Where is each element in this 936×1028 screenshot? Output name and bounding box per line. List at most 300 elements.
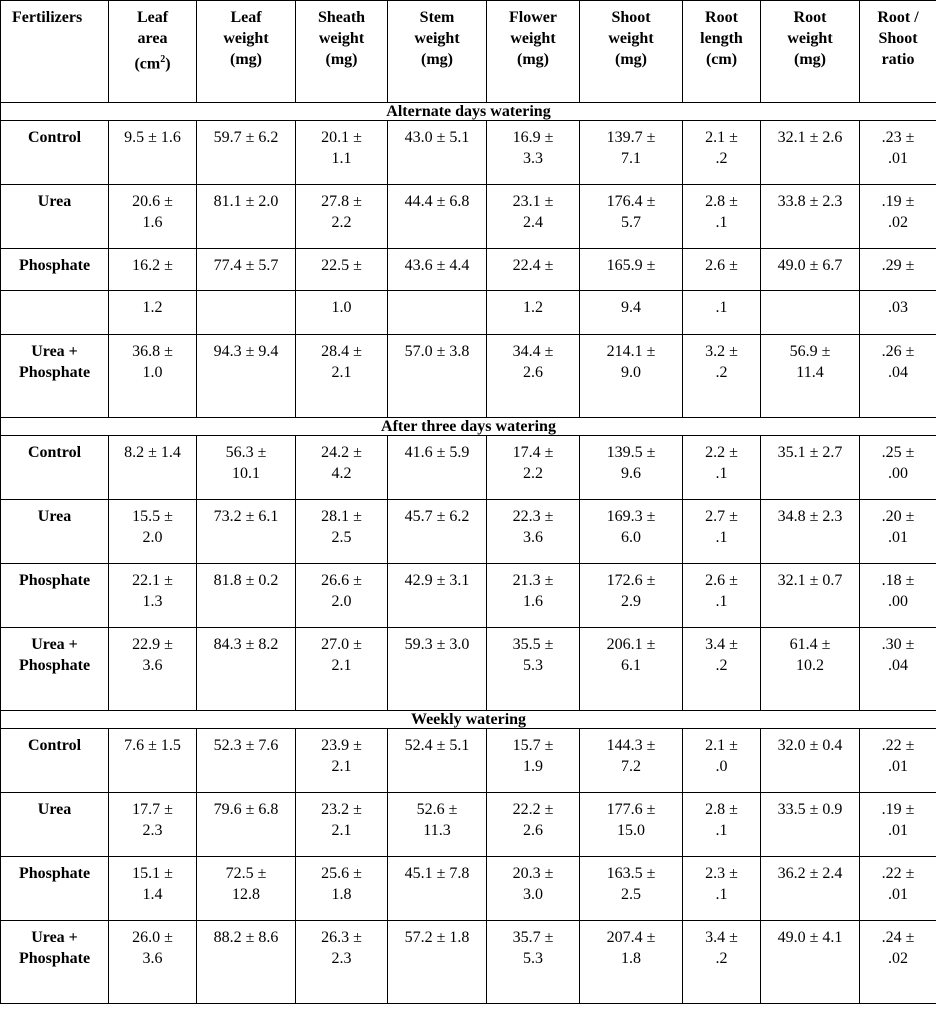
data-cell (197, 564, 296, 628)
data-cell (197, 291, 296, 335)
header-line: area (137, 30, 168, 47)
cell-line: 2.5 (331, 529, 352, 546)
data-cell (860, 249, 936, 291)
data-cell (761, 921, 860, 1004)
cell-line: 5.3 (523, 657, 543, 674)
cell-line: 28.4 ± (321, 343, 362, 360)
cell-line: 3.4 ± (705, 929, 738, 946)
data-cell (683, 729, 761, 793)
cell-line: 52.6 ± (416, 801, 458, 818)
cell-line: 7.2 (621, 758, 641, 775)
cell-line: 9.5 ± 1.6 (124, 129, 181, 146)
row-label (1, 121, 109, 185)
cell-line: 2.2 (523, 465, 543, 482)
data-cell (487, 729, 580, 793)
data-cell (761, 291, 860, 335)
data-cell (109, 121, 197, 185)
cell-line: 23.1 ± (512, 193, 554, 210)
cell-line: 44.4 ± 6.8 (404, 193, 470, 210)
data-cell (860, 564, 936, 628)
cell-line: 3.4 ± (705, 636, 738, 653)
column-header (296, 1, 388, 103)
cell-line: 2.8 ± (705, 193, 738, 210)
cell-line: 57.2 ± 1.8 (404, 929, 470, 946)
cell-line: 2.1 (331, 822, 352, 839)
data-cell (388, 121, 487, 185)
cell-line: 33.5 ± 0.9 (777, 801, 843, 818)
cell-line: 61.4 ± (789, 636, 831, 653)
cell-line: Phosphate (18, 865, 91, 882)
cell-line: 6.1 (621, 657, 641, 674)
data-cell (860, 729, 936, 793)
data-cell (761, 436, 860, 500)
cell-line: 7.6 ± 1.5 (124, 737, 181, 754)
cell-line: .20 ± (881, 508, 915, 525)
data-cell (109, 291, 197, 335)
row-label (1, 921, 109, 1004)
table-row (1, 857, 936, 921)
data-cell (683, 185, 761, 249)
cell-line: 26.6 ± (321, 572, 362, 589)
cell-line: 2.1 ± (705, 129, 738, 146)
cell-line: .2 (715, 657, 728, 674)
row-label (1, 335, 109, 418)
cell-line: 23.9 ± (321, 737, 362, 754)
header-line: weight (318, 30, 365, 47)
data-cell (197, 793, 296, 857)
cell-line: 2.3 (142, 822, 163, 839)
header-line: Leaf (230, 9, 262, 26)
cell-line: 94.3 ± 9.4 (213, 343, 279, 360)
cell-line: .2 (715, 150, 728, 167)
cell-line: 43.0 ± 5.1 (404, 129, 470, 146)
cell-line: 1.6 (142, 214, 163, 231)
cell-line: 8.2 ± 1.4 (124, 444, 181, 461)
data-cell (296, 857, 388, 921)
cell-line: 81.1 ± 2.0 (213, 193, 279, 210)
cell-line: 2.6 ± (705, 572, 738, 589)
cell-line: Urea (37, 508, 72, 525)
data-cell (487, 500, 580, 564)
cell-line: .19 ± (881, 193, 915, 210)
cell-line: Phosphate (18, 257, 91, 274)
data-cell (109, 729, 197, 793)
cell-line: 79.6 ± 6.8 (213, 801, 279, 818)
cell-line: .03 (888, 299, 908, 316)
row-label (1, 857, 109, 921)
cell-line: 45.1 ± 7.8 (404, 865, 470, 882)
cell-line: 207.4 ± (606, 929, 656, 946)
data-cell (683, 335, 761, 418)
data-cell (487, 857, 580, 921)
cell-line: 36.2 ± 2.4 (777, 865, 843, 882)
cell-line: 52.4 ± 5.1 (404, 737, 470, 754)
cell-line: 20.3 ± (512, 865, 554, 882)
cell-line: 139.7 ± (606, 129, 656, 146)
data-cell (388, 793, 487, 857)
data-cell (860, 335, 936, 418)
cell-line: 139.5 ± (606, 444, 656, 461)
data-cell (296, 500, 388, 564)
cell-line: 15.1 ± (132, 865, 173, 882)
header-line: Stem (419, 9, 455, 26)
cell-line: 2.2 ± (705, 444, 738, 461)
header-line: weight (510, 30, 556, 47)
column-header (109, 1, 197, 103)
cell-line: 214.1 ± (606, 343, 656, 360)
cell-line: 17.7 ± (132, 801, 173, 818)
column-header (683, 1, 761, 103)
cell-line: 59.3 ± 3.0 (404, 636, 470, 653)
data-cell (296, 564, 388, 628)
data-cell (761, 500, 860, 564)
cell-line: Urea (37, 193, 72, 210)
cell-line: 2.3 ± (705, 865, 738, 882)
cell-line: 165.9 ± (606, 257, 656, 274)
cell-line: 32.1 ± 0.7 (777, 572, 843, 589)
cell-line: 22.5 ± (321, 257, 362, 274)
header-line: Flower (509, 9, 557, 26)
cell-line: .22 ± (881, 737, 915, 754)
cell-line: .2 (715, 364, 728, 381)
data-cell (197, 185, 296, 249)
data-cell (388, 564, 487, 628)
table-row (1, 291, 936, 335)
data-cell (683, 121, 761, 185)
cell-line: 3.6 (142, 950, 163, 967)
cell-line: 3.6 (142, 657, 163, 674)
cell-line: 2.2 (331, 214, 352, 231)
cell-line: 41.6 ± 5.9 (404, 444, 470, 461)
header-line: (cm) (705, 51, 738, 68)
data-cell (580, 857, 683, 921)
cell-line: 35.1 ± 2.7 (777, 444, 843, 461)
data-cell (580, 729, 683, 793)
section-title: Weekly watering (1, 711, 936, 729)
cell-line: .30 ± (881, 636, 915, 653)
data-cell (197, 628, 296, 711)
cell-line: 16.2 ± (132, 257, 173, 274)
row-label (1, 185, 109, 249)
data-cell (487, 436, 580, 500)
cell-line: 4.2 (331, 465, 352, 482)
data-cell (388, 921, 487, 1004)
data-cell (860, 291, 936, 335)
cell-line: 24.2 ± (321, 444, 362, 461)
cell-line: 2.1 (331, 364, 352, 381)
cell-line: 163.5 ± (606, 865, 656, 882)
cell-line: 22.2 ± (512, 801, 554, 818)
data-cell (683, 921, 761, 1004)
cell-line: 27.0 ± (321, 636, 362, 653)
data-cell (761, 729, 860, 793)
cell-line: .02 (888, 214, 908, 231)
row-label (1, 729, 109, 793)
cell-line: 2.8 ± (705, 801, 738, 818)
cell-line: 10.2 (796, 657, 824, 674)
header-line: (mg) (421, 51, 453, 68)
section-title: Alternate days watering (1, 103, 936, 121)
row-label (1, 564, 109, 628)
data-cell (761, 628, 860, 711)
table-row (1, 185, 936, 249)
cell-line: 1.8 (621, 950, 641, 967)
cell-line: 144.3 ± (606, 737, 656, 754)
cell-line: Control (27, 737, 82, 754)
header-line: (cm (134, 55, 161, 73)
cell-line: 56.9 ± (789, 343, 831, 360)
cell-line: 49.0 ± 4.1 (777, 929, 843, 946)
cell-line: 9.4 (621, 299, 641, 316)
cell-line: .23 ± (881, 129, 915, 146)
column-header (580, 1, 683, 103)
table-row (1, 793, 936, 857)
data-cell (580, 436, 683, 500)
cell-line: 34.4 ± (512, 343, 554, 360)
header-line: (mg) (325, 51, 358, 68)
cell-line: 10.1 (232, 465, 260, 482)
cell-line: 20.6 ± (132, 193, 173, 210)
cell-line: Phosphate (18, 364, 91, 381)
data-cell (197, 121, 296, 185)
data-cell (487, 249, 580, 291)
row-label (1, 500, 109, 564)
data-cell (683, 564, 761, 628)
cell-line: .22 ± (881, 865, 915, 882)
cell-line: 3.6 (523, 529, 543, 546)
cell-line: .18 ± (881, 572, 915, 589)
row-label (1, 291, 109, 335)
cell-line: 2.9 (621, 593, 641, 610)
data-cell (388, 628, 487, 711)
cell-line: 1.4 (142, 886, 163, 903)
cell-line: 84.3 ± 8.2 (213, 636, 279, 653)
cell-line: .0 (715, 758, 728, 775)
cell-line: Urea + (31, 636, 78, 653)
cell-line: 26.0 ± (132, 929, 173, 946)
data-cell (487, 921, 580, 1004)
data-cell (388, 729, 487, 793)
cell-line: 20.1 ± (321, 129, 362, 146)
cell-line: .01 (888, 822, 908, 839)
data-cell (296, 921, 388, 1004)
cell-line: 1.3 (142, 593, 163, 610)
data-cell (487, 628, 580, 711)
data-cell (761, 793, 860, 857)
cell-line: 2.7 ± (705, 508, 738, 525)
data-cell (761, 249, 860, 291)
section-row (1, 418, 936, 436)
cell-line: 35.7 ± (512, 929, 554, 946)
cell-line: 22.4 ± (512, 257, 554, 274)
cell-line: 23.2 ± (321, 801, 362, 818)
cell-line: .26 ± (881, 343, 915, 360)
cell-line: 1.0 (331, 299, 352, 316)
cell-line: 7.1 (621, 150, 641, 167)
cell-line: 32.1 ± 2.6 (777, 129, 843, 146)
cell-line: 43.6 ± 4.4 (404, 257, 470, 274)
cell-line: 36.8 ± (132, 343, 173, 360)
cell-line: 177.6 ± (606, 801, 656, 818)
cell-line: 2.0 (331, 593, 352, 610)
data-cell (683, 291, 761, 335)
data-cell (487, 335, 580, 418)
table-row (1, 335, 936, 418)
cell-line: 34.8 ± 2.3 (777, 508, 843, 525)
cell-line: Control (27, 444, 82, 461)
cell-line: 1.2 (142, 299, 163, 316)
cell-line: 35.5 ± (512, 636, 554, 653)
data-cell (296, 335, 388, 418)
header-line: ratio (881, 51, 915, 68)
cell-line: 21.3 ± (512, 572, 554, 589)
cell-line: 73.2 ± 6.1 (213, 508, 279, 525)
cell-line: 26.3 ± (321, 929, 362, 946)
data-cell (580, 185, 683, 249)
data-cell (683, 436, 761, 500)
cell-line: 17.4 ± (512, 444, 554, 461)
data-cell (388, 335, 487, 418)
header-line: (mg) (230, 51, 262, 68)
data-cell (109, 564, 197, 628)
data-cell (683, 857, 761, 921)
header-line: (mg) (615, 51, 647, 68)
data-cell (197, 500, 296, 564)
cell-line: 2.4 (523, 214, 543, 231)
header-line: weight (608, 30, 654, 47)
cell-line: 12.8 (232, 886, 260, 903)
table-row (1, 921, 936, 1004)
cell-line: .01 (888, 758, 908, 775)
cell-line: .1 (715, 886, 728, 903)
data-cell (761, 857, 860, 921)
cell-line: 2.1 ± (705, 737, 738, 754)
header-line: length (700, 30, 743, 47)
data-cell (296, 291, 388, 335)
data-cell (487, 564, 580, 628)
cell-line: .01 (888, 886, 908, 903)
data-cell (296, 793, 388, 857)
data-cell (197, 249, 296, 291)
cell-line: .1 (715, 529, 728, 546)
section-row (1, 103, 936, 121)
data-cell (860, 500, 936, 564)
data-cell (296, 628, 388, 711)
row-label (1, 436, 109, 500)
table-row (1, 121, 936, 185)
row-label (1, 249, 109, 291)
cell-line: .1 (715, 822, 728, 839)
cell-line: .24 ± (881, 929, 915, 946)
cell-line: 77.4 ± 5.7 (213, 257, 279, 274)
data-cell (109, 921, 197, 1004)
data-cell (388, 249, 487, 291)
data-cell (580, 249, 683, 291)
cell-line: Phosphate (18, 572, 91, 589)
header-line: Shoot (878, 30, 918, 47)
header-line: ) (165, 55, 171, 73)
cell-line: .00 (888, 593, 908, 610)
cell-line: 59.7 ± 6.2 (213, 129, 279, 146)
data-cell (296, 185, 388, 249)
cell-line: 88.2 ± 8.6 (213, 929, 279, 946)
cell-line: 2.5 (621, 886, 641, 903)
data-cell (109, 436, 197, 500)
data-cell (109, 249, 197, 291)
cell-line: .1 (715, 214, 728, 231)
data-cell (860, 793, 936, 857)
data-cell (761, 185, 860, 249)
data-cell (860, 185, 936, 249)
cell-line: 33.8 ± 2.3 (777, 193, 843, 210)
data-cell (487, 121, 580, 185)
header-line: Root / (877, 9, 919, 26)
row-label (1, 628, 109, 711)
cell-line: 3.3 (523, 150, 543, 167)
data-cell (580, 793, 683, 857)
cell-line: .1 (715, 593, 728, 610)
cell-line: 45.7 ± 6.2 (404, 508, 470, 525)
cell-line: 2.6 (523, 364, 543, 381)
data-cell (580, 335, 683, 418)
data-cell (860, 921, 936, 1004)
section-title: After three days watering (1, 418, 936, 436)
section-row (1, 711, 936, 729)
cell-line: 3.0 (523, 886, 543, 903)
cell-line: 52.3 ± 7.6 (213, 737, 279, 754)
header-line: (mg) (794, 51, 826, 68)
cell-line: 1.1 (331, 150, 352, 167)
table-row (1, 500, 936, 564)
data-cell (683, 249, 761, 291)
cell-line: 9.0 (621, 364, 641, 381)
cell-line: .25 ± (881, 444, 915, 461)
cell-line: 15.7 ± (512, 737, 554, 754)
data-cell (109, 857, 197, 921)
cell-line: 72.5 ± (225, 865, 267, 882)
data-cell (580, 564, 683, 628)
cell-line: .1 (715, 299, 728, 316)
cell-line: 15.0 (617, 822, 645, 839)
data-cell (761, 121, 860, 185)
cell-line: 11.3 (423, 822, 451, 839)
data-cell (580, 121, 683, 185)
cell-line: 2.3 (331, 950, 352, 967)
cell-line: 1.8 (331, 886, 352, 903)
data-cell (296, 249, 388, 291)
data-cell (860, 628, 936, 711)
header-line: Shoot (611, 9, 651, 26)
data-cell (580, 500, 683, 564)
cell-line: 16.9 ± (512, 129, 554, 146)
cell-line: 11.4 (796, 364, 824, 381)
cell-line: 22.3 ± (512, 508, 554, 525)
data-cell (296, 729, 388, 793)
cell-line: 56.3 ± (225, 444, 267, 461)
cell-line: .29 ± (881, 257, 915, 274)
table-row (1, 564, 936, 628)
header-line: weight (414, 30, 460, 47)
data-cell (761, 564, 860, 628)
table-body (1, 103, 936, 1004)
cell-line: 176.4 ± (606, 193, 656, 210)
cell-line: 28.1 ± (321, 508, 362, 525)
data-cell (109, 335, 197, 418)
cell-line: .01 (888, 529, 908, 546)
cell-line: 57.0 ± 3.8 (404, 343, 470, 360)
data-cell (487, 291, 580, 335)
column-header (761, 1, 860, 103)
